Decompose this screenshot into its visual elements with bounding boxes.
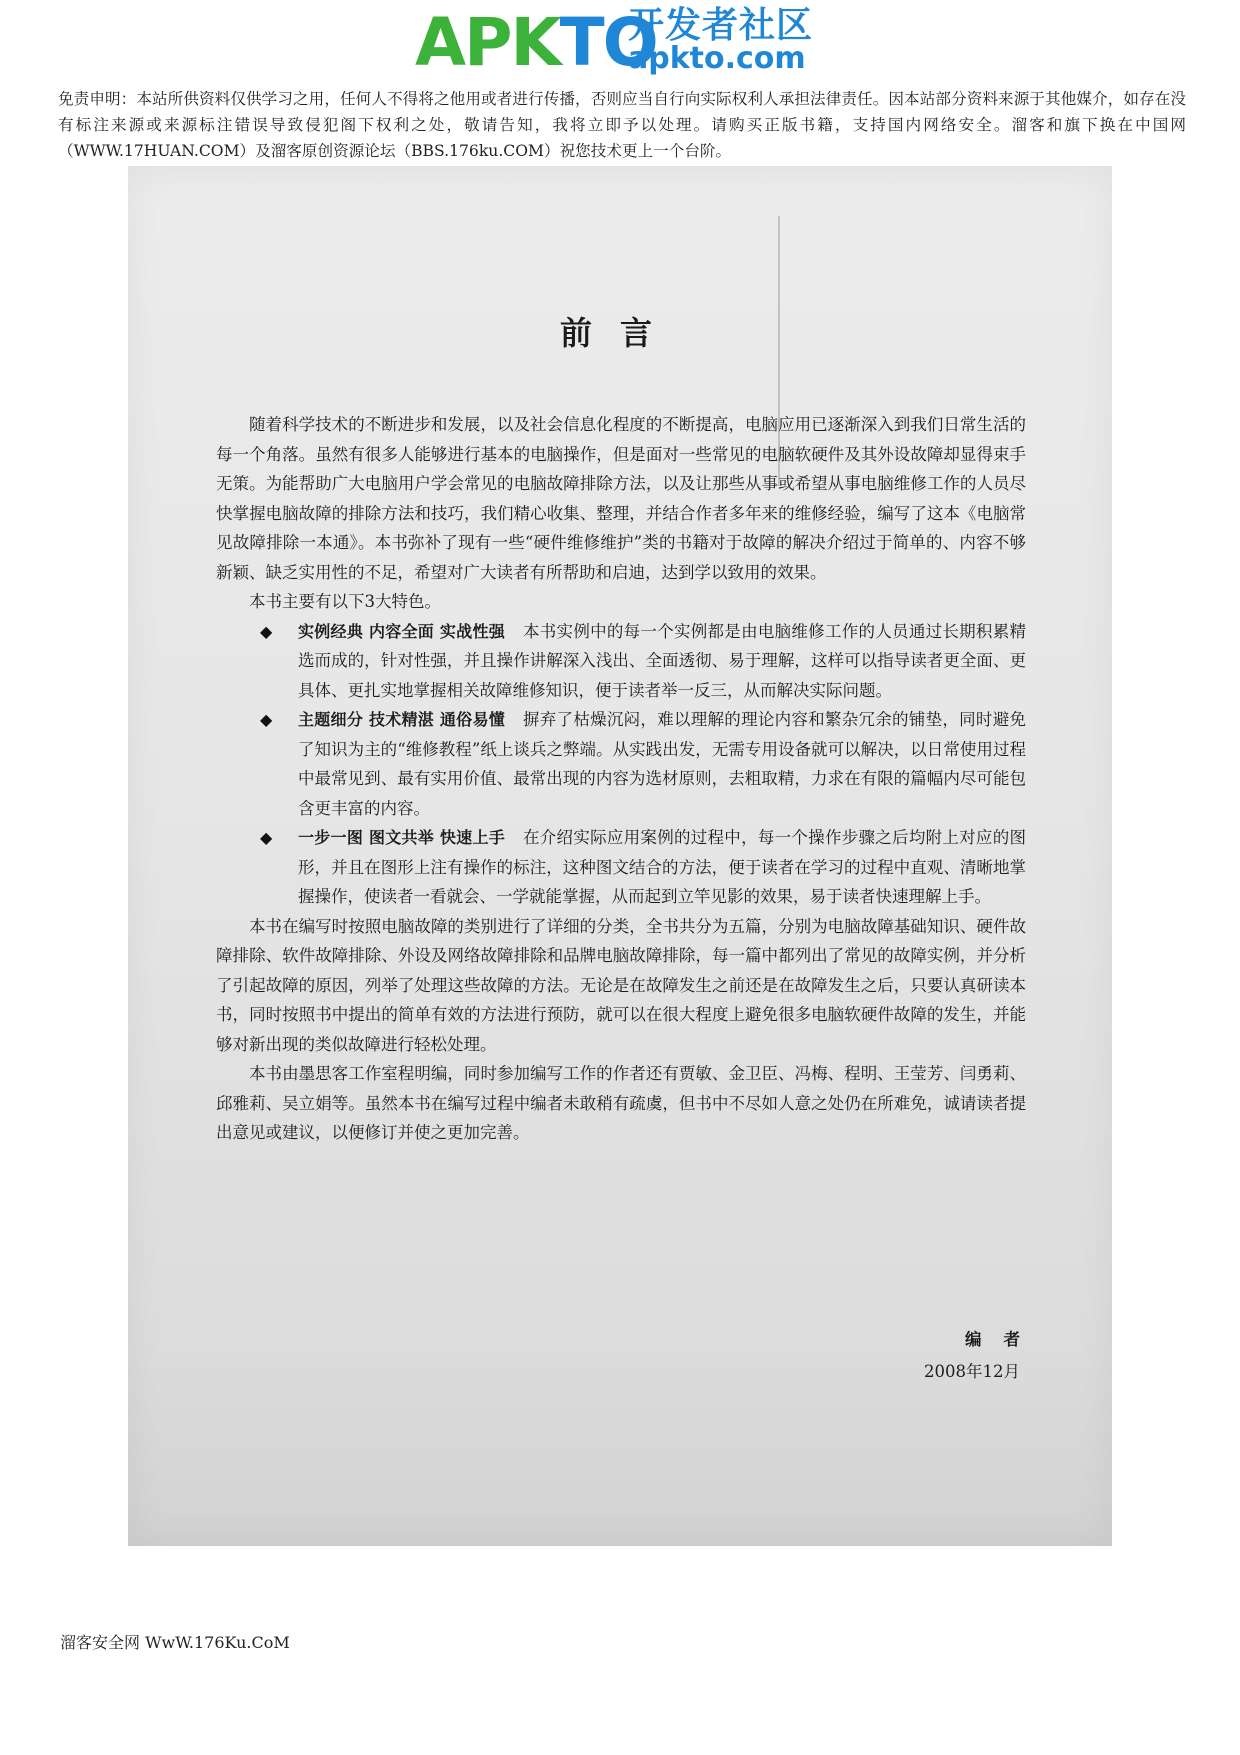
- feature-text: 摒弃了枯燥沉闷，难以理解的理论内容和繁杂冗余的铺垫，同时避免了知识为主的“维修教程”纸上谈兵之弊端。从实践出发，无需专用设备就可以解决，以日常使用过程中最常见到、最有实用价值、最常出现的内容为选材原则，去粗取精，力求在有限的篇幅内尽可能包含更丰富的内容。: [298, 710, 1026, 818]
- disclaimer-text: 免责申明：本站所供资料仅供学习之用，任何人不得将之他用或者进行传播，否则应当自行向实际权利人承担法律责任。因本站部分资料来源于其他媒介，如存在没有标注来源或来源标注错误导致侵犯阁下权利之处，敬请告知，我将立即予以处理。请购买正版书籍，支持国内网络安全。溜客和旗下换在中国网（WWW.17HUAN.COM）及溜客原创资源论坛（BBS.176ku.COM）祝您技术更上一个台阶。: [58, 90, 1186, 160]
- feature-heading: 实例经典 内容全面 实战性强: [298, 621, 505, 641]
- diamond-bullet-icon: ◆: [260, 828, 273, 847]
- diamond-bullet-icon: ◆: [260, 710, 273, 729]
- footer-site-link[interactable]: 溜客安全网 WwW.176Ku.CoM: [60, 1633, 290, 1652]
- feature-text: 在介绍实际应用案例的过程中，每一个操作步骤之后均附上对应的图形，并且在图形上注有操作的标注，这种图文结合的方法，便于读者在学习的过程中直观、清晰地掌握操作，使读者一看就会、一学就能掌握，从而起到立竿见影的效果，易于读者快速理解上手。: [298, 828, 1026, 906]
- scanned-page: [128, 166, 1112, 1546]
- preface-paragraph-4: 本书由墨思客工作室程明编，同时参加编写工作的作者还有贾敏、金卫臣、冯梅、程明、王莹芳、闫勇莉、邱雅莉、吴立娟等。虽然本书在编写过程中编者未敢稍有疏虞，但书中不尽如人意之处仍在所难免，诚请读者提出意见或建议，以便修订并使之更加完善。: [216, 1064, 1026, 1142]
- signature-block: [924, 1324, 1042, 1388]
- logo-brand: APKTO: [415, 4, 657, 81]
- preface-date: 2008年12月: [924, 1362, 1020, 1381]
- preface-paragraph-3: 本书在编写时按照电脑故障的类别进行了详细的分类，全书共分为五篇，分别为电脑故障基础知识、硬件故障排除、软件故障排除、外设及网络故障排除和品牌电脑故障排除，每一篇中都列出了常见的故障实例，并分析了引起故障的原因，列举了处理这些故障的方法。无论是在故障发生之前还是在故障发生之后，只要认真研读本书，同时按照书中提出的简单有效的方法进行预防，就可以在很大程度上避免很多电脑软硬件故障的发生，并能够对新出现的类似故障进行轻松处理。: [216, 916, 1026, 1054]
- feature-item-3: [216, 823, 1026, 912]
- editor-signature: 编者: [965, 1330, 1042, 1349]
- preface-paragraph-1: 随着科学技术的不断进步和发展，以及社会信息化程度的不断提高，电脑应用已逐渐深入到我们日常生活的每一个角落。虽然有很多人能够进行基本的电脑操作，但是面对一些常见的电脑软硬件及其外设故障却显得束手无策。为能帮助广大电脑用户学会常见的电脑故障排除方法，以及让那些从事或希望从事电脑维修工作的人员尽快掌握电脑故障的排除方法和技巧，我们精心收集、整理，并结合作者多年来的维修经验，编写了这本《电脑常见故障排除一本通》。本书弥补了现有一些“硬件维修维护”类的书籍对于故障的解决介绍过于简单的、内容不够新颖、缺乏实用性的不足，希望对广大读者有所帮助和启迪，达到学以致用的效果。: [216, 415, 1026, 582]
- page-title: 前言: [559, 314, 680, 352]
- preface-body: [216, 410, 1026, 1148]
- site-logo: [415, 4, 815, 80]
- feature-heading: 主题细分 技术精湛 通俗易懂: [298, 710, 505, 729]
- preface-paragraph-2: 本书主要有以下3大特色。: [249, 592, 441, 611]
- feature-item-2: [216, 705, 1026, 823]
- logo-chinese-text: 开发者社区: [628, 5, 814, 46]
- feature-text: 本书实例中的每一个实例都是由电脑维修工作的人员通过长期积累精选而成的，针对性强，并且操作讲解深入浅出、全面透彻、易于理解，这样可以指导读者更全面、更具体、更扎实地掌握相关故障维修知识，便于读者举一反三，从而解决实际问题。: [298, 621, 1026, 700]
- feature-item-1: [216, 617, 1026, 706]
- logo-url: apkto.com: [628, 41, 806, 76]
- feature-heading: 一步一图 图文共举 快速上手: [298, 828, 505, 847]
- diamond-bullet-icon: ◆: [260, 621, 273, 641]
